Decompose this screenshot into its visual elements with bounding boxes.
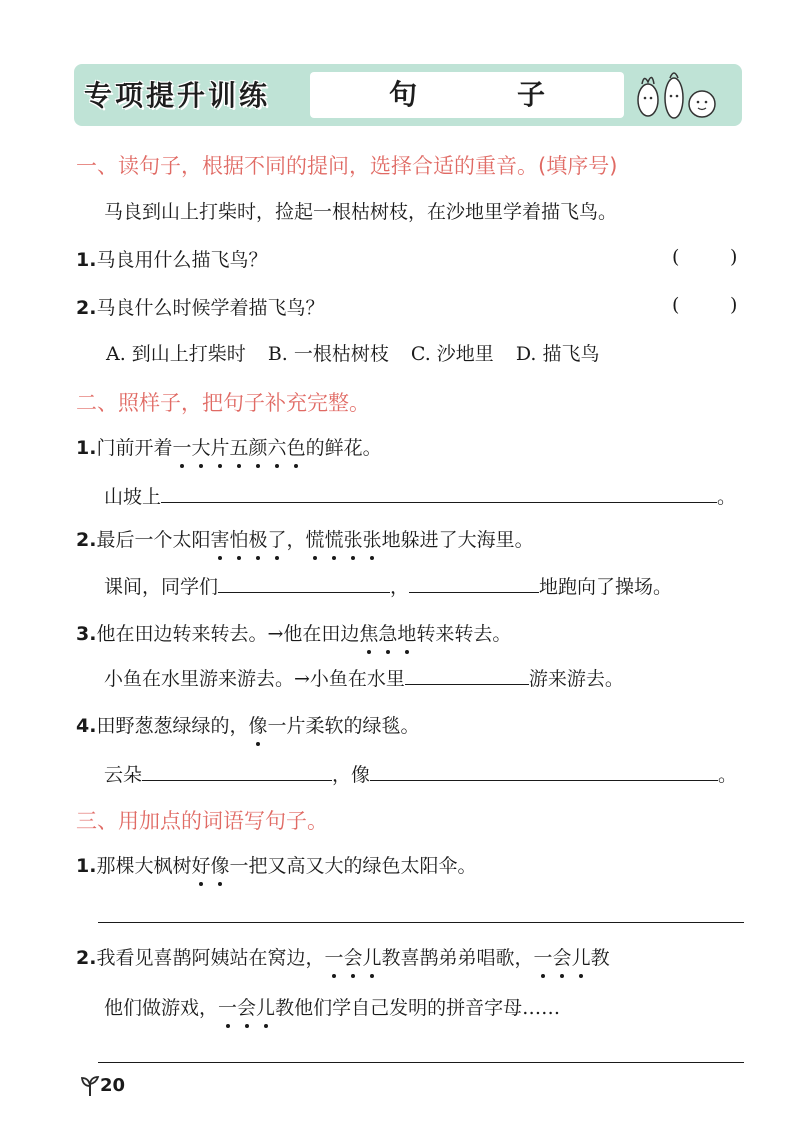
section2-item-1-answer bbox=[104, 482, 736, 511]
option-a: A. 到山上打柴时 bbox=[106, 343, 246, 365]
sentence-part: 他在田边转来转去。→他在田边 bbox=[96, 623, 360, 645]
emphasis-dot-char: 一 bbox=[218, 997, 238, 1019]
emphasis-dot-char: 儿 bbox=[571, 947, 591, 969]
sentence-part: 一把又高又大的绿色太阳伞。 bbox=[229, 855, 477, 877]
section1-options bbox=[106, 340, 599, 368]
prompt-text: 小鱼在水里游来游去。→小鱼在水里 bbox=[104, 668, 405, 690]
item-number: 2. bbox=[76, 529, 97, 551]
emphasis-dot-char: 害 bbox=[210, 529, 230, 551]
emphasis-dot-char: 像 bbox=[248, 715, 268, 737]
prompt-text: 游来游去。 bbox=[528, 668, 624, 690]
sentence-part: 一片柔软的绿毯。 bbox=[267, 715, 420, 737]
answer-line-1[interactable] bbox=[98, 922, 744, 923]
dotted-phrase bbox=[191, 855, 229, 877]
prompt-text: 山坡上 bbox=[104, 486, 162, 508]
dotted-phrase bbox=[534, 947, 591, 969]
section1-sentence: 马良到山上打柴时，捡起一根枯树枝，在沙地里学着描飞鸟。 bbox=[104, 201, 618, 223]
dotted-phrase bbox=[248, 715, 267, 737]
section3-item-1 bbox=[76, 852, 477, 880]
emphasis-dot-char: 一 bbox=[533, 947, 553, 969]
answer-blank[interactable] bbox=[405, 664, 529, 685]
emphasis-dot-char: 会 bbox=[343, 947, 363, 969]
emphasis-dot-char: 色 bbox=[286, 437, 306, 459]
section2-item-1 bbox=[76, 434, 382, 462]
emphasis-dot-char: 张 bbox=[362, 529, 382, 551]
question-number: 1. bbox=[76, 249, 97, 271]
header-tag: 专项提升训练 bbox=[84, 79, 271, 112]
emphasis-dot-char: 儿 bbox=[256, 997, 276, 1019]
prompt-text: 课间，同学们 bbox=[104, 576, 219, 598]
item-number: 1. bbox=[76, 437, 97, 459]
sentence-part: 那棵大枫树 bbox=[96, 855, 192, 877]
emphasis-dot-char: 会 bbox=[552, 947, 572, 969]
emphasis-dot-char: 一 bbox=[172, 437, 192, 459]
emphasis-dot-char: 极 bbox=[248, 529, 268, 551]
item-number: 4. bbox=[76, 715, 97, 737]
option-d: D. 描飞鸟 bbox=[515, 343, 600, 365]
prompt-text: ，像 bbox=[332, 764, 371, 786]
sentence-end: 。 bbox=[717, 486, 737, 508]
prompt-text: 云朵 bbox=[104, 764, 143, 786]
emphasis-dot-char: 张 bbox=[343, 529, 363, 551]
sentence-part: ， bbox=[286, 529, 306, 551]
emphasis-dot-char: 急 bbox=[378, 623, 398, 645]
sentence-part: 转来转去。 bbox=[416, 623, 512, 645]
section2-item-2 bbox=[76, 526, 534, 554]
sentence-part: 田野葱葱绿绿的， bbox=[96, 715, 249, 737]
sentence-part: 门前开着 bbox=[96, 437, 173, 459]
question-number: 2. bbox=[76, 297, 97, 319]
vegetable-mascots-icon bbox=[630, 68, 722, 122]
section2-item-4-answer bbox=[104, 760, 737, 789]
dotted-phrase bbox=[324, 947, 381, 969]
sprout-icon bbox=[80, 1074, 100, 1098]
emphasis-dot-char: 好 bbox=[191, 855, 211, 877]
section2-item-3 bbox=[76, 620, 511, 648]
emphasis-dot-char: 慌 bbox=[324, 529, 344, 551]
section1-title: 一、读句子，根据不同的提问，选择合适的重音。(填序号) bbox=[76, 154, 618, 178]
answer-blank[interactable] bbox=[370, 760, 718, 781]
answer-blank[interactable] bbox=[161, 482, 717, 503]
sentence-part: 教 bbox=[590, 947, 610, 969]
emphasis-dot-char: 像 bbox=[210, 855, 230, 877]
sentence-part: 最后一个太阳 bbox=[96, 529, 211, 551]
dotted-phrase bbox=[172, 437, 305, 459]
option-c: C. 沙地里 bbox=[410, 343, 494, 365]
emphasis-dot-char: 了 bbox=[267, 529, 287, 551]
question-text: 马良用什么描飞鸟？ bbox=[96, 249, 268, 271]
sentence-part: 的鲜花。 bbox=[305, 437, 382, 459]
section3-title: 三、用加点的词语写句子。 bbox=[76, 809, 328, 833]
dotted-phrase bbox=[218, 997, 275, 1019]
sentence-part: 我看见喜鹊阿姨站在窝边， bbox=[96, 947, 325, 969]
page-number: 20 bbox=[100, 1075, 126, 1096]
answer-paren-close-2: ) bbox=[730, 294, 738, 316]
answer-paren-close-1: ) bbox=[730, 246, 738, 268]
emphasis-dot-char: 一 bbox=[324, 947, 344, 969]
section2-item-3-answer bbox=[104, 664, 624, 693]
sentence-part: 教他们学自己发明的拼音字母…… bbox=[275, 997, 561, 1019]
section3-item-2 bbox=[76, 944, 610, 972]
section1-question-1 bbox=[76, 246, 267, 274]
emphasis-dot-char: 慌 bbox=[305, 529, 325, 551]
prompt-text: 地跑向了操场。 bbox=[539, 576, 673, 598]
section3-item-2-line-2 bbox=[104, 994, 560, 1022]
sentence-part: 教喜鹊弟弟唱歌， bbox=[381, 947, 534, 969]
dotted-phrase bbox=[359, 623, 416, 645]
sentence-part: 地躲进了大海里。 bbox=[381, 529, 534, 551]
emphasis-dot-char: 会 bbox=[237, 997, 257, 1019]
answer-paren-open-2: ( bbox=[672, 294, 680, 316]
page-title: 句 子 bbox=[388, 78, 581, 111]
emphasis-dot-char: 怕 bbox=[229, 529, 249, 551]
emphasis-dot-char: 颜 bbox=[248, 437, 268, 459]
sentence-part: 他们做游戏， bbox=[104, 997, 219, 1019]
section2-title: 二、照样子，把句子补充完整。 bbox=[76, 391, 370, 415]
option-b: B. 一根枯树枝 bbox=[267, 343, 389, 365]
prompt-text: ， bbox=[390, 576, 410, 598]
answer-blank[interactable] bbox=[218, 572, 390, 593]
emphasis-dot-char: 地 bbox=[397, 623, 417, 645]
answer-line-2[interactable] bbox=[98, 1062, 744, 1063]
emphasis-dot-char: 六 bbox=[267, 437, 287, 459]
emphasis-dot-char: 儿 bbox=[362, 947, 382, 969]
answer-blank[interactable] bbox=[142, 760, 332, 781]
emphasis-dot-char: 焦 bbox=[359, 623, 379, 645]
question-text: 马良什么时候学着描飞鸟？ bbox=[96, 297, 325, 319]
sentence-end: 。 bbox=[718, 764, 738, 786]
item-number: 2. bbox=[76, 947, 97, 969]
emphasis-dot-char: 片 bbox=[210, 437, 230, 459]
section1-question-2 bbox=[76, 294, 324, 322]
item-number: 3. bbox=[76, 623, 97, 645]
emphasis-dot-char: 大 bbox=[191, 437, 211, 459]
section2-item-4 bbox=[76, 712, 420, 740]
answer-blank[interactable] bbox=[409, 572, 539, 593]
emphasis-dot-char: 五 bbox=[229, 437, 249, 459]
dotted-phrase bbox=[306, 529, 382, 551]
item-number: 1. bbox=[76, 855, 97, 877]
answer-paren-open-1: ( bbox=[672, 246, 680, 268]
section2-item-2-answer bbox=[104, 572, 672, 601]
dotted-phrase bbox=[210, 529, 286, 551]
